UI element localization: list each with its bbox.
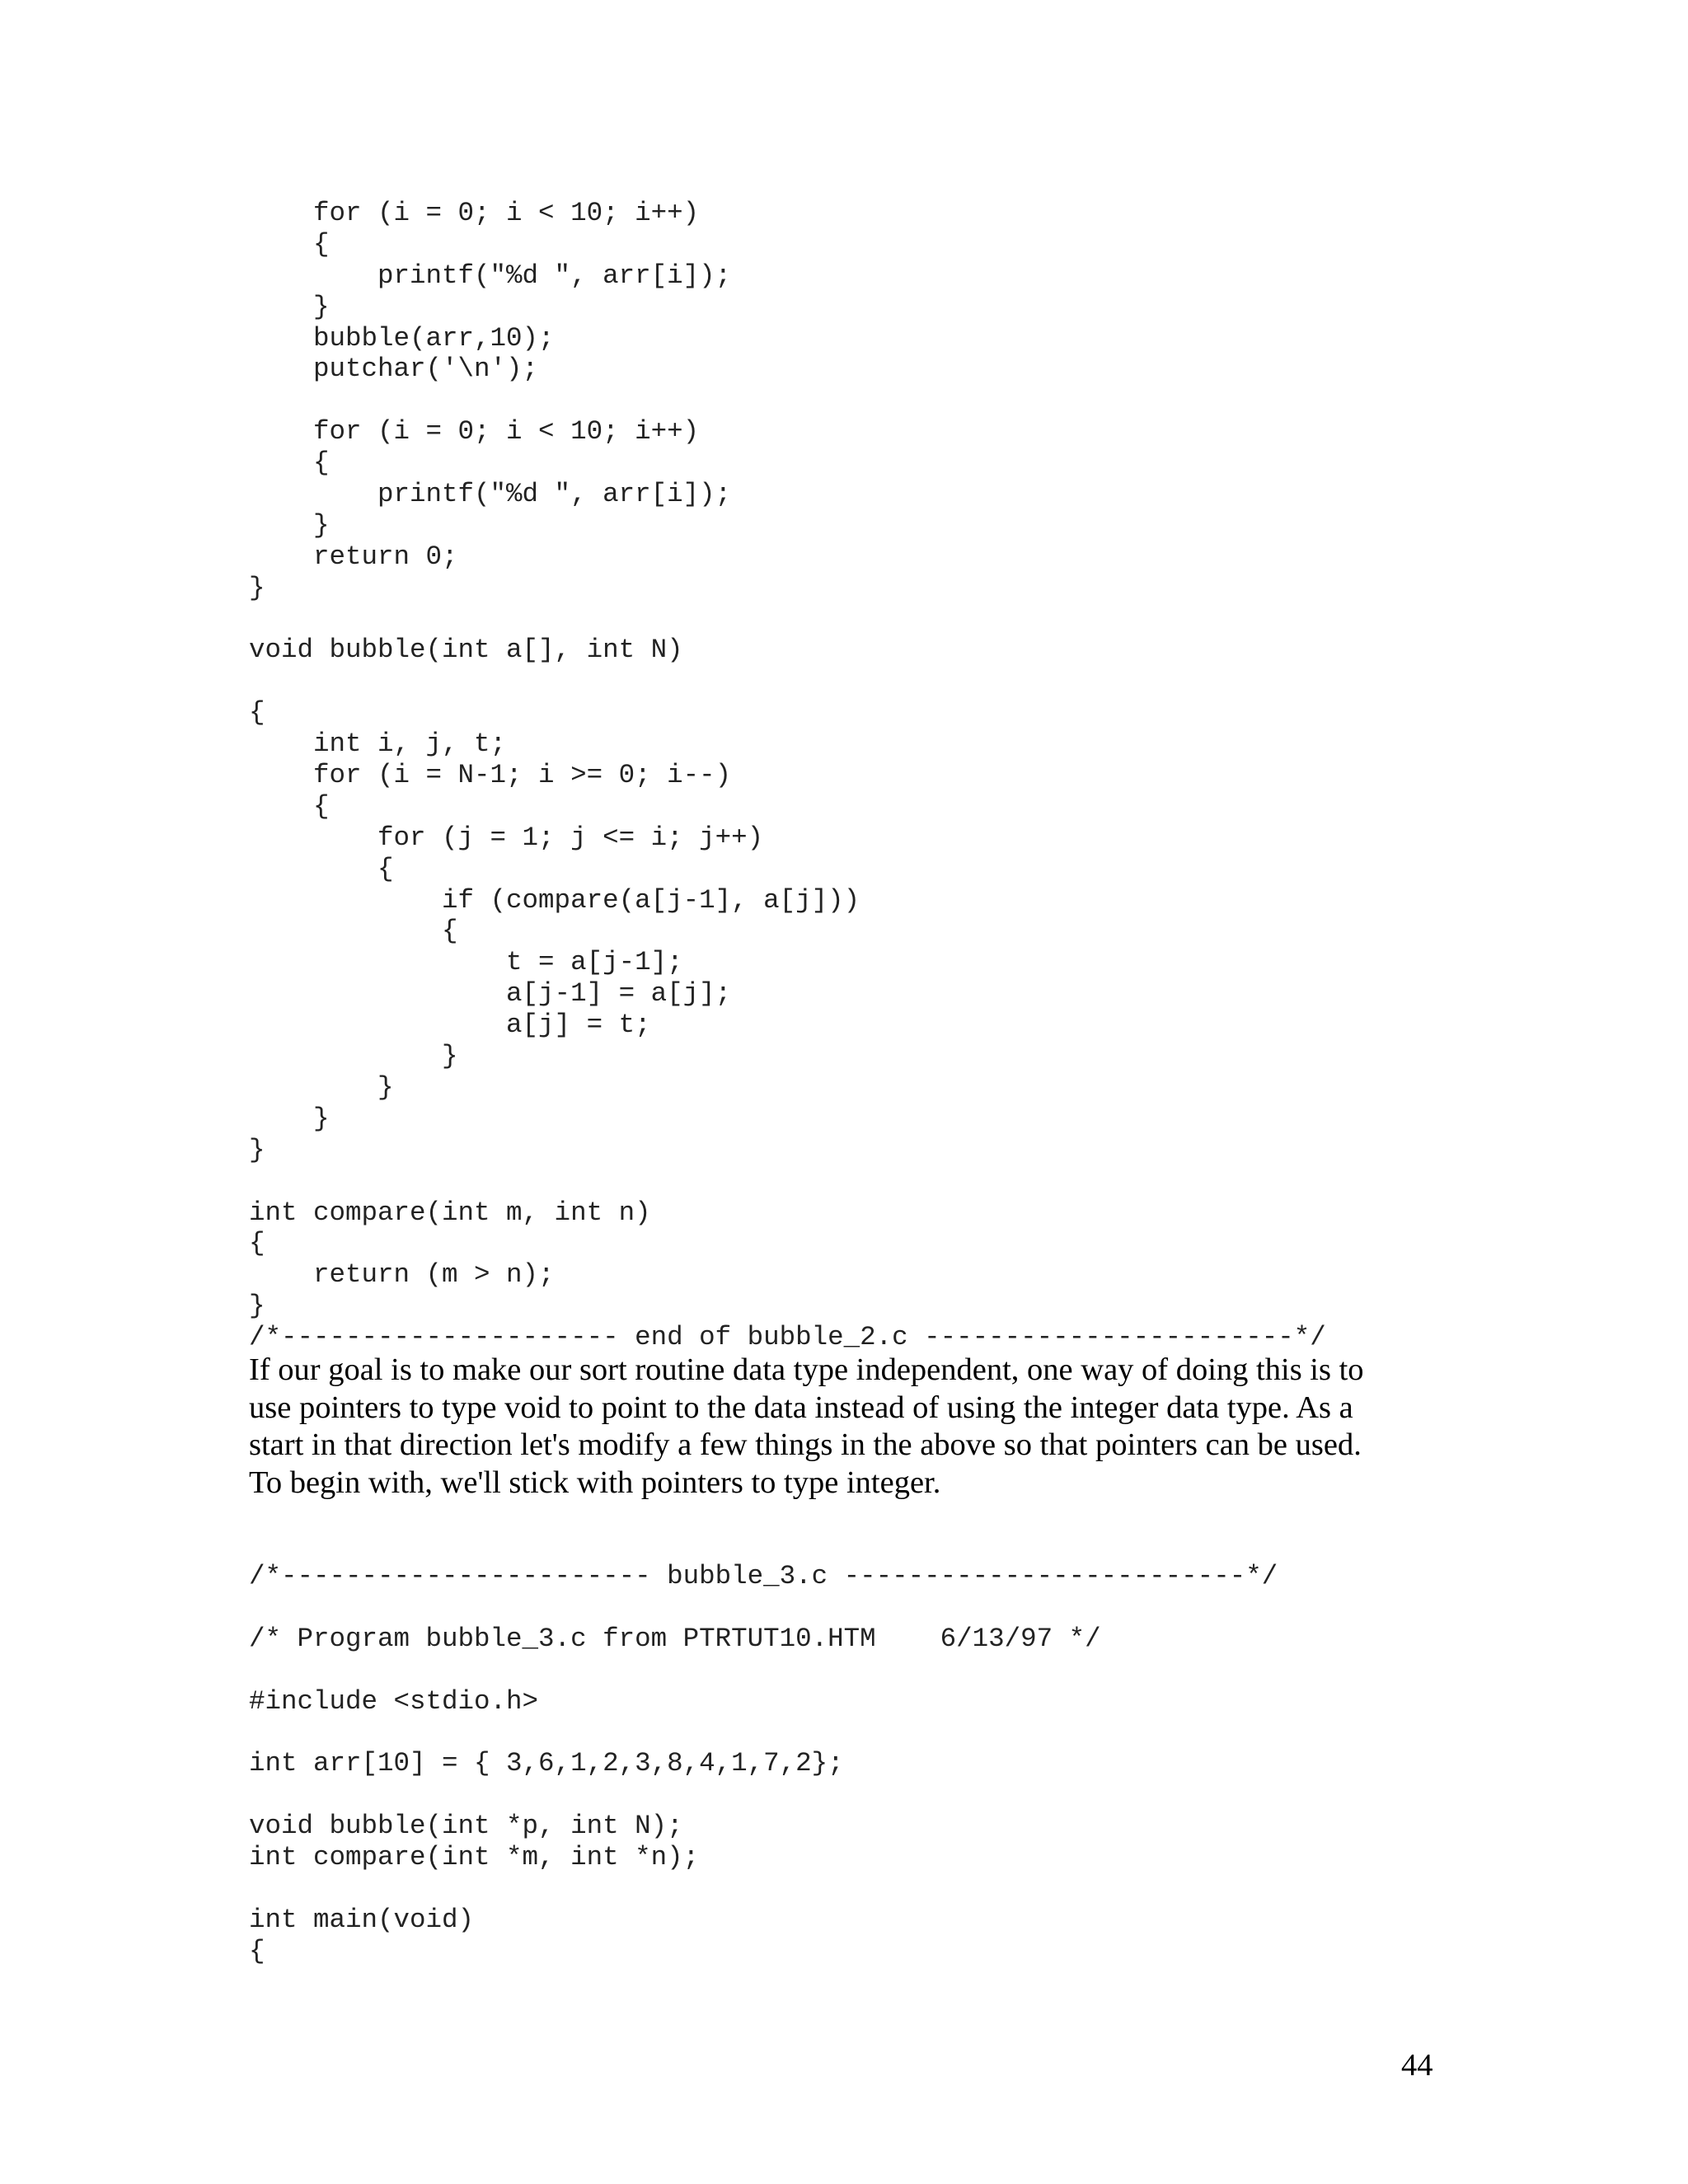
code-line: { xyxy=(249,853,394,884)
code-line: return (m > n); xyxy=(249,1259,555,1291)
code-line xyxy=(249,1655,1278,1686)
code-line: return 0; xyxy=(249,541,458,572)
code-line: } xyxy=(249,1291,265,1322)
code-line xyxy=(249,1779,1278,1811)
code-line: { xyxy=(249,228,330,260)
code-line: } xyxy=(249,1071,394,1103)
code-line: /* Program bubble_3.c from PTRTUT10.HTM 6/13/97 */ xyxy=(249,1623,1101,1654)
code-line: } xyxy=(249,1134,265,1165)
code-line: a[j-1] = a[j]; xyxy=(249,978,732,1010)
code-line: { xyxy=(249,1228,265,1259)
code-line: } xyxy=(249,1103,330,1134)
paragraph-line: start in that direction let's modify a few things in the above so that pointers can be used. xyxy=(249,1427,1362,1463)
code-line: t = a[j-1]; xyxy=(249,947,683,978)
code-line: printf("%d ", arr[i]); xyxy=(249,260,732,291)
code-line xyxy=(249,1592,1278,1624)
code-line xyxy=(249,666,1326,697)
code-line: if (compare(a[j-1], a[j])) xyxy=(249,884,860,916)
code-line: int main(void) xyxy=(249,1904,475,1935)
code-line: int compare(int *m, int *n); xyxy=(249,1842,700,1873)
code-line xyxy=(249,385,1326,416)
code-line: int compare(int m, int n) xyxy=(249,1197,651,1228)
code-line: { xyxy=(249,697,265,729)
code-line: } xyxy=(249,291,330,322)
page-number: 44 xyxy=(1401,2048,1433,2083)
code-line: void bubble(int a[], int N) xyxy=(249,635,683,666)
code-line: a[j] = t; xyxy=(249,1010,651,1041)
code-line: bubble(arr,10); xyxy=(249,322,555,354)
code-line: int i, j, t; xyxy=(249,729,507,760)
code-line: for (i = 0; i < 10; i++) xyxy=(249,416,700,448)
code-line: { xyxy=(249,790,330,822)
code-listing-bubble-3 xyxy=(249,1561,1278,1967)
paragraph-line: If our goal is to make our sort routine data type independent, one way of doing this is to xyxy=(249,1352,1364,1387)
code-line: /*--------------------- end of bubble_2.c -----------------------*/ xyxy=(249,1322,1326,1353)
code-line xyxy=(249,1717,1278,1748)
paragraph-line: To begin with, we'll stick with pointers to type integer. xyxy=(249,1465,941,1500)
paragraph-line: use pointers to type void to point to the data instead of using the integer data type. As a xyxy=(249,1390,1353,1425)
code-line: void bubble(int *p, int N); xyxy=(249,1811,683,1842)
code-line xyxy=(249,1166,1326,1197)
code-listing-bubble-2 xyxy=(249,198,1326,1353)
code-line: } xyxy=(249,572,265,603)
code-line: printf("%d ", arr[i]); xyxy=(249,479,732,510)
code-line: for (i = N-1; i >= 0; i--) xyxy=(249,760,732,791)
code-line: int arr[10] = { 3,6,1,2,3,8,4,1,7,2}; xyxy=(249,1748,844,1779)
code-line: } xyxy=(249,1041,458,1072)
code-line: { xyxy=(249,1935,265,1966)
code-line: putchar('\n'); xyxy=(249,354,539,385)
code-line: for (j = 1; j <= i; j++) xyxy=(249,822,764,853)
code-line xyxy=(249,1873,1278,1905)
code-line: { xyxy=(249,448,330,479)
code-line xyxy=(249,604,1326,635)
body-paragraph xyxy=(249,1352,1436,1502)
code-line: } xyxy=(249,509,330,541)
code-line: /*----------------------- bubble_3.c -------------------------*/ xyxy=(249,1561,1278,1591)
code-line: { xyxy=(249,916,458,947)
code-line: for (i = 0; i < 10; i++) xyxy=(249,198,700,228)
code-line: #include <stdio.h> xyxy=(249,1685,539,1717)
